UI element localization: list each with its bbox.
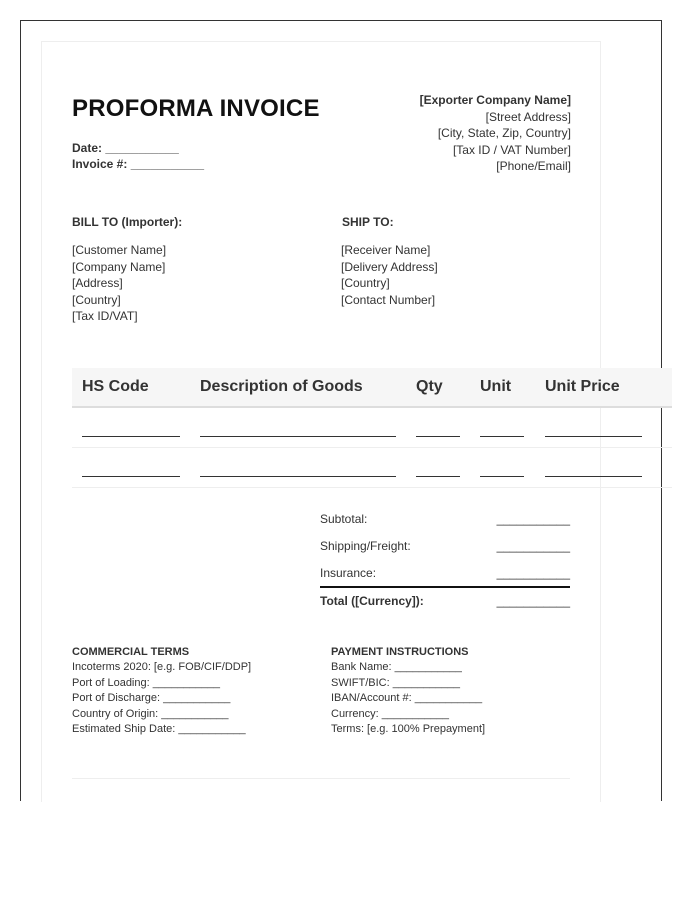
payment-line: IBAN/Account #: ___________: [331, 692, 483, 705]
subtotal-row: [320, 512, 570, 539]
bill-to-line: [Company Name]: [72, 259, 166, 274]
commercial-terms-line: Port of Loading: ___________: [72, 676, 221, 689]
invoice-page: [41, 41, 620, 802]
bill-to-line: [Customer Name]: [72, 243, 167, 257]
commercial-terms-line: Country of Origin: ___________: [72, 707, 229, 720]
bill-to-line: [Tax ID/VAT]: [72, 309, 138, 323]
bill-to-line: [Country]: [72, 292, 121, 307]
invoice-meta: [72, 140, 204, 172]
page-title: PROFORMA INVOICE: [72, 95, 320, 122]
unit-price-blank[interactable]: [545, 436, 642, 437]
qty-blank[interactable]: [416, 436, 460, 437]
exporter-name: [Exporter Company Name]: [419, 93, 571, 107]
footer-divider: [72, 778, 570, 779]
exporter-street: [Street Address]: [485, 109, 571, 124]
bill-to-address: [72, 242, 166, 325]
payment-line: SWIFT/BIC: ___________: [331, 676, 461, 689]
payment-line: Bank Name: ___________: [331, 661, 462, 674]
exporter-city: [City, State, Zip, Country]: [437, 126, 571, 140]
insurance-value[interactable]: ___________: [496, 566, 570, 580]
qty-blank[interactable]: [416, 476, 460, 477]
header-description: Description of Goods: [200, 378, 363, 395]
header-unit-price: Unit Price: [545, 378, 620, 395]
total-row: [320, 586, 570, 621]
bill-to-line: [Address]: [72, 276, 123, 290]
commercial-terms-line: Port of Discharge: ___________: [72, 692, 231, 705]
subtotal-value[interactable]: ___________: [496, 512, 570, 526]
exporter-tax: [Tax ID / VAT Number]: [452, 142, 571, 157]
ship-to-line: [Contact Number]: [341, 292, 436, 307]
ship-to-address: [341, 242, 438, 308]
ship-to-line: [Country]: [341, 276, 390, 290]
header-unit: Unit: [480, 378, 512, 395]
commercial-terms-heading: COMMERCIAL TERMS: [72, 646, 190, 658]
total-value[interactable]: ___________: [496, 594, 570, 608]
payment-line: Currency: ___________: [331, 707, 450, 720]
bill-to-label: BILL TO (Importer):: [72, 215, 183, 229]
table-row: [72, 408, 672, 448]
commercial-terms-line: Incoterms 2020: [e.g. FOB/CIF/DDP]: [72, 661, 252, 674]
exporter-contact: [Phone/Email]: [496, 159, 571, 173]
goods-table: [72, 368, 672, 488]
shipping-label: Shipping/Freight:: [320, 539, 411, 553]
unit-blank[interactable]: [480, 476, 524, 477]
total-label: Total ([Currency]):: [320, 594, 424, 608]
shipping-value[interactable]: ___________: [496, 539, 570, 553]
hs-code-blank[interactable]: [82, 436, 180, 437]
payment-instructions-heading: PAYMENT INSTRUCTIONS: [331, 646, 469, 658]
invoice-number-field: Invoice #: ___________: [72, 157, 205, 171]
header-qty: Qty: [416, 378, 443, 395]
exporter-block: [420, 92, 571, 175]
ship-to-label: SHIP TO:: [342, 215, 394, 229]
insurance-label: Insurance:: [320, 566, 377, 580]
unit-blank[interactable]: [480, 436, 524, 437]
header-hs-code: HS Code: [82, 378, 149, 395]
subtotal-label: Subtotal:: [320, 512, 368, 526]
table-header: [72, 368, 672, 408]
date-field: Date: ___________: [72, 141, 179, 155]
payment-instructions: [331, 645, 485, 737]
payment-line: Terms: [e.g. 100% Prepayment]: [331, 723, 486, 736]
ship-to-line: [Receiver Name]: [341, 243, 431, 257]
commercial-terms-line: Estimated Ship Date: ___________: [72, 723, 246, 736]
shipping-row: [320, 539, 570, 566]
hs-code-blank[interactable]: [82, 476, 180, 477]
description-blank[interactable]: [200, 436, 396, 437]
totals-block: [320, 512, 570, 621]
description-blank[interactable]: [200, 476, 396, 477]
commercial-terms: [72, 645, 251, 737]
table-row: [72, 448, 672, 488]
insurance-row: [320, 566, 570, 586]
ship-to-line: [Delivery Address]: [341, 259, 438, 274]
unit-price-blank[interactable]: [545, 476, 642, 477]
